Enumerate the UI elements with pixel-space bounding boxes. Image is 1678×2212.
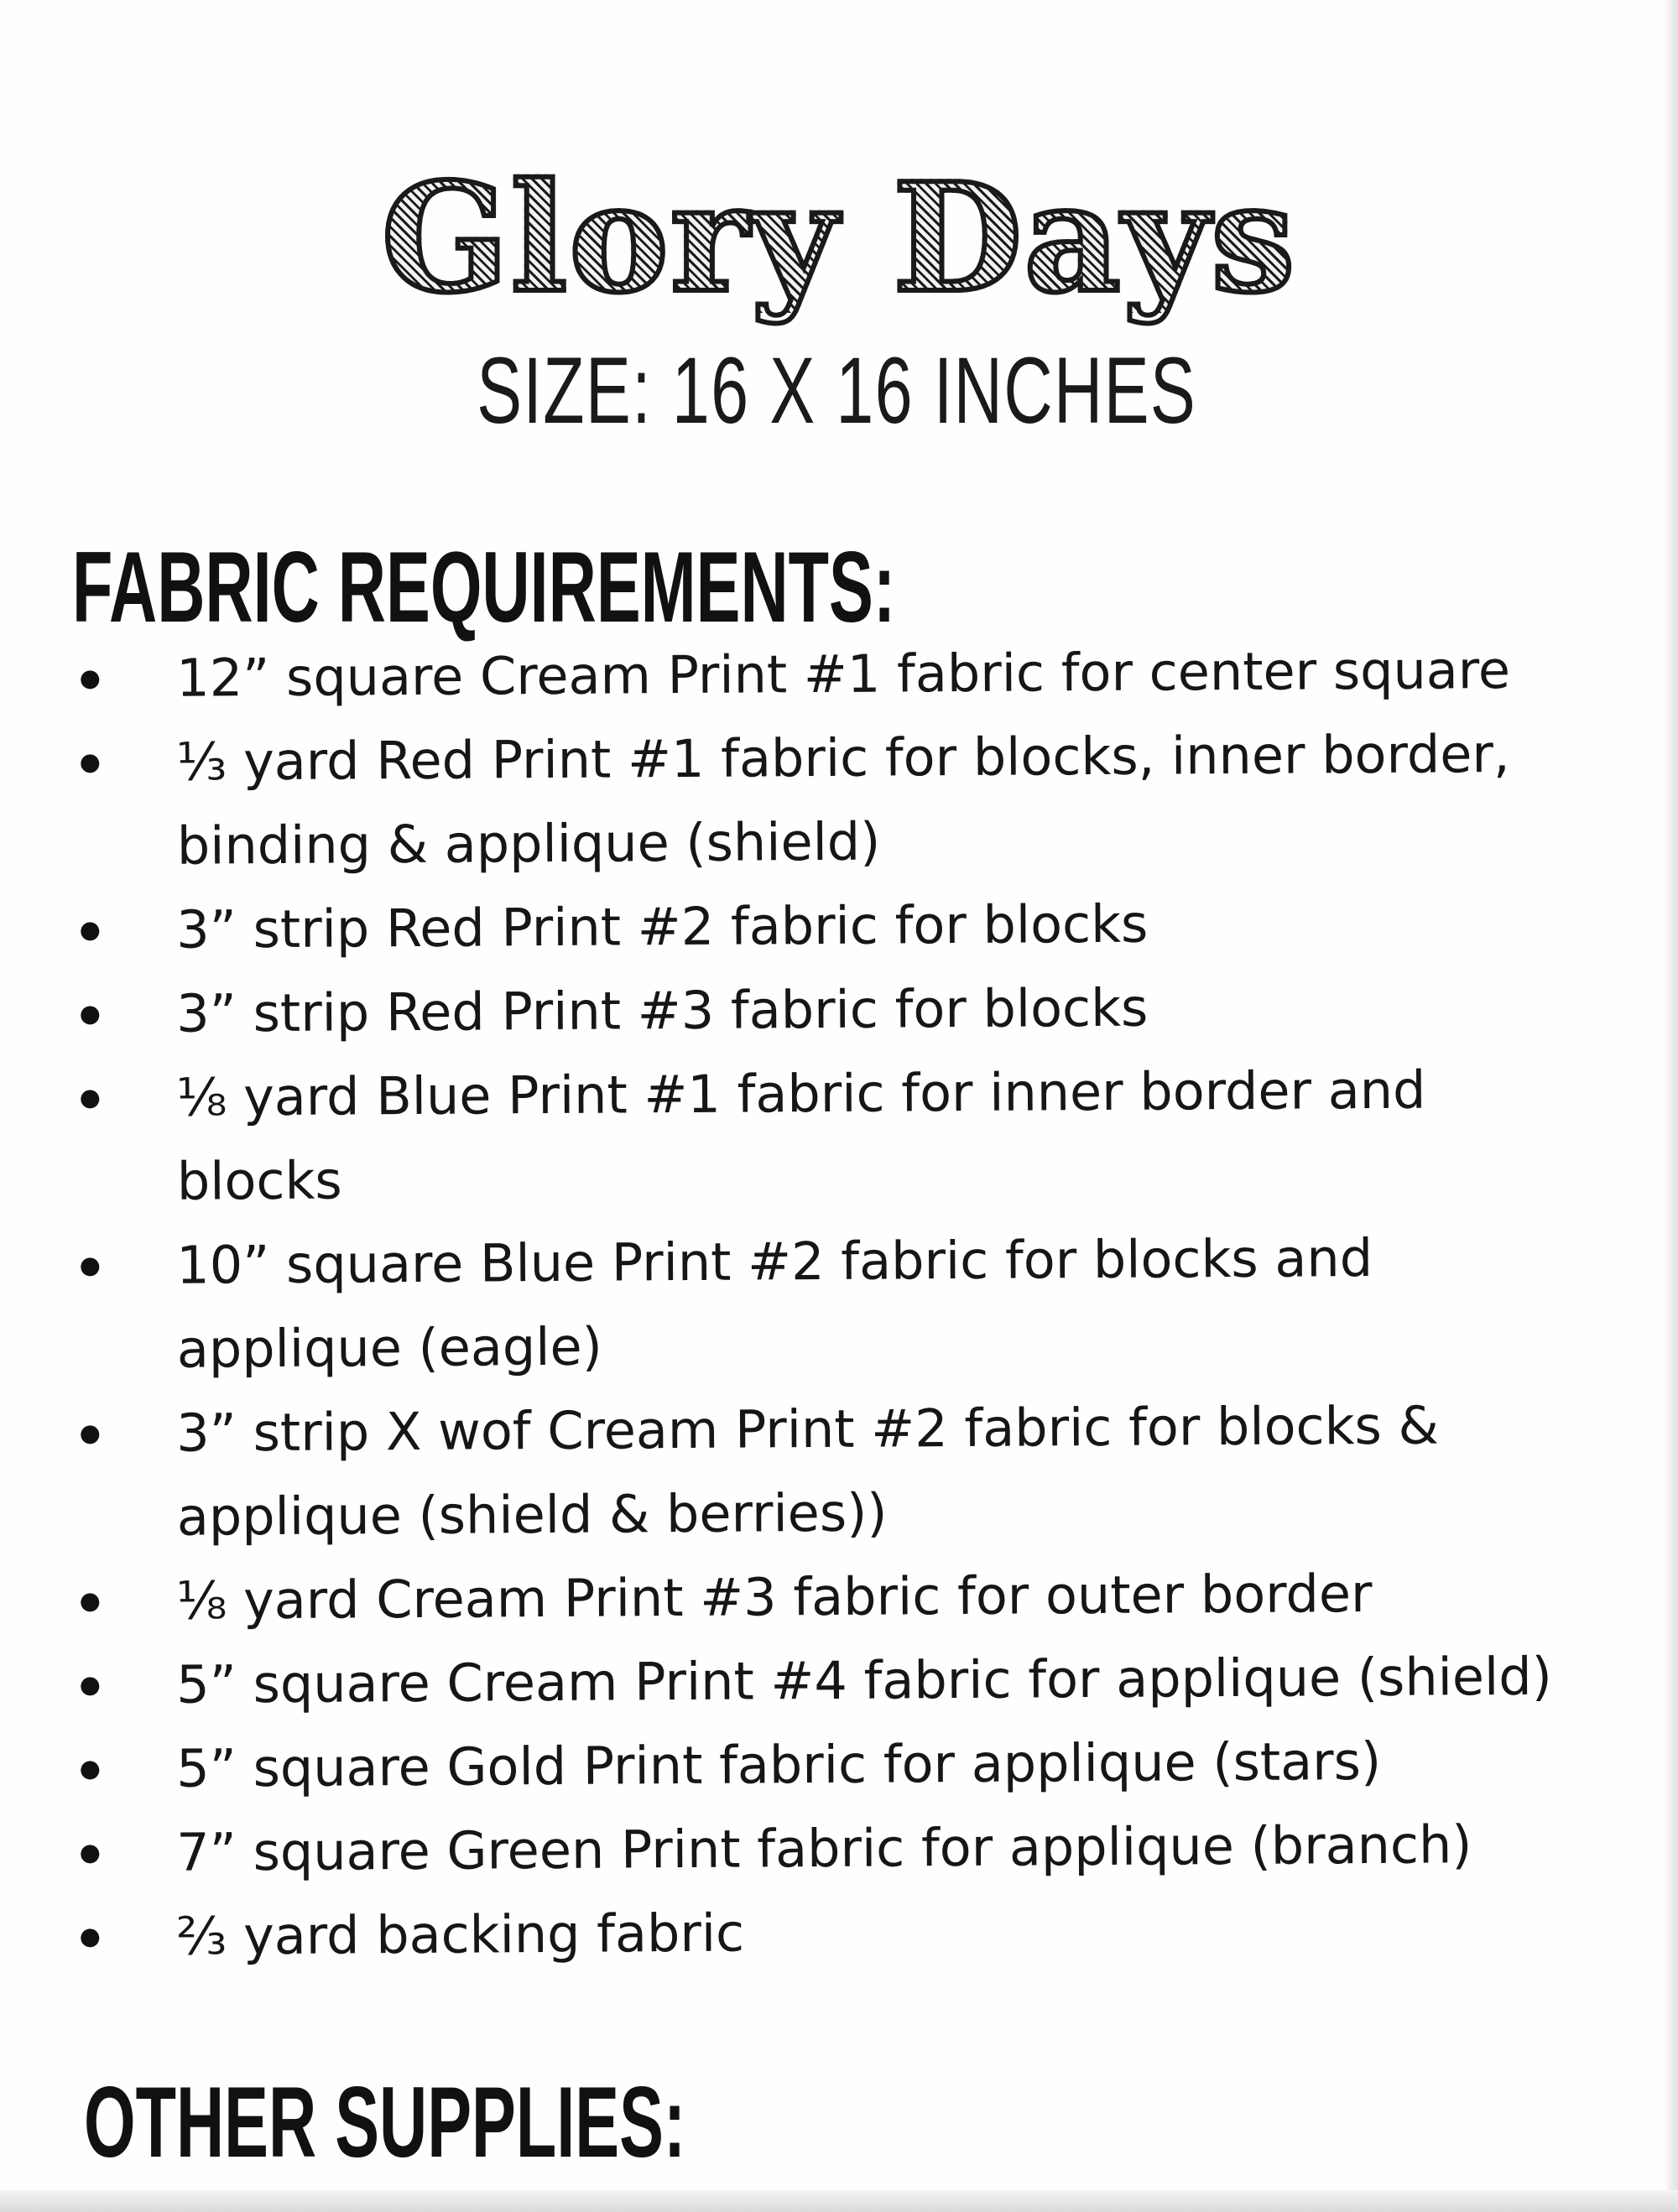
pattern-size: SIZE: 16 X 16 INCHES (477, 338, 1197, 443)
list-item-text: 3” strip Red Print #3 fabric for blocks (176, 976, 1149, 1044)
list-item-text: ⅔ yard backing fabric (176, 1902, 745, 1967)
bullet-icon (81, 1677, 99, 1695)
bullet-icon (81, 1006, 99, 1024)
list-item (0, 880, 1561, 973)
list-item-text: 12” square Cream Print #1 fabric for center square (176, 639, 1511, 709)
bullet-icon (81, 922, 99, 940)
bullet-icon (81, 1845, 99, 1863)
list-item (0, 1551, 1561, 1644)
list-item-text: 7” square Green Print fabric for applique (branch) (176, 1814, 1472, 1883)
bullet-icon (81, 1593, 99, 1611)
list-item-text: 3” strip X wof Cream Print #2 fabric for blocks & applique (shield & berries)) (176, 1394, 1440, 1548)
list-item-text: 10” square Blue Print #2 fabric for blocks and applique (eagle) (176, 1227, 1373, 1380)
bullet-icon (81, 1928, 99, 1947)
list-item (0, 1048, 1561, 1225)
list-item (0, 1887, 1561, 1980)
list-item-text: ⅓ yard Red Print #1 fabric for blocks, inner border, binding & applique (shield) (176, 723, 1510, 877)
list-item-text: 5” square Cream Print #4 fabric for applique (shield) (176, 1645, 1553, 1715)
bullet-icon (81, 1257, 99, 1276)
list-item (0, 712, 1561, 889)
bullet-icon (81, 670, 99, 689)
other-supplies-heading: OTHER SUPPLIES: (84, 2066, 686, 2178)
bullet-icon (81, 1425, 99, 1444)
list-item-text: 3” strip Red Print #2 fabric for blocks (176, 893, 1149, 960)
list-item (0, 1803, 1561, 1896)
bullet-icon (81, 1761, 99, 1779)
fabric-requirements-list (0, 638, 1678, 1980)
list-item (0, 1635, 1561, 1728)
list-item-text: ⅛ yard Cream Print #3 fabric for outer border (176, 1563, 1373, 1632)
list-item-text: 5” square Gold Print fabric for applique (stars) (176, 1730, 1382, 1799)
list-item (0, 1719, 1561, 1812)
list-item (0, 1215, 1561, 1392)
bullet-icon (81, 1090, 99, 1108)
page-bottom-shadow (0, 2190, 1678, 2212)
bullet-icon (81, 754, 99, 773)
list-item (0, 964, 1561, 1057)
pattern-title: Glory Days (0, 164, 1678, 313)
list-item (0, 1383, 1561, 1560)
list-item (0, 628, 1561, 721)
list-item-text: ⅛ yard Blue Print #1 fabric for inner border and blocks (176, 1059, 1426, 1212)
fabric-requirements-heading: FABRIC REQUIREMENTS: (72, 531, 896, 643)
